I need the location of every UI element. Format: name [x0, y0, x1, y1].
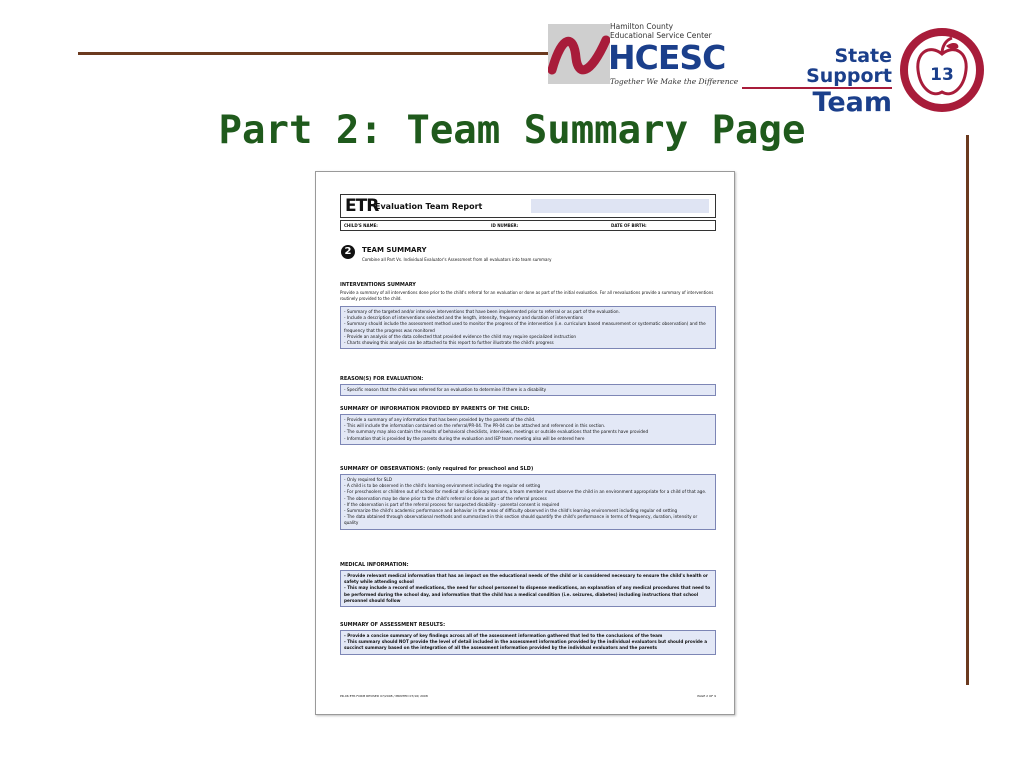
- interventions-section: [340, 282, 716, 349]
- sst-logo: [742, 46, 892, 117]
- section-box: - Provide a summary of any information that has been provided by the parents of the child. - This will include the information contained on the referral/PR-04. The PR-04 can be attached and referenced in this section. - The summary may also contain the results of behavioral checklists, interviews, meetings or outside evaluations that the parents have provided - Information that is provided by the parents during the evaluation and IEP team meeting also will be entered here: [340, 414, 716, 445]
- section-number-badge: 2: [341, 245, 355, 259]
- doc-footer-right: PAGE 2 OF 9: [697, 694, 716, 698]
- section-title: TEAM SUMMARY: [362, 246, 427, 254]
- section-heading: SUMMARY OF ASSESSMENT RESULTS:: [340, 622, 446, 628]
- etr-header-big: ETR: [345, 196, 379, 216]
- section-intro: Provide a summary of all interventions done prior to the child's referral for an evaluation or done as part of the initial evaluation. For all reevaluations provide a summary of interventions routinely provided to the child.: [340, 290, 714, 301]
- section-heading: REASON(S) FOR EVALUATION:: [340, 376, 424, 382]
- parents-section: [340, 406, 716, 445]
- hcesc-line2: Educational Service Center: [610, 31, 712, 40]
- reasons-section: [340, 376, 716, 396]
- section-box: - Provide relevant medical information that has an impact on the educational needs of the child or is considered necessary to ensure the child's health or safety while attending school - This may include a record of medications, the need for school personnel to dispense medications, an explanation of any medical procedures that need to be performed during the school day, and information that the child has a medical condition (i.e. seizures, diabetes) including instructions that school personnel should follow: [340, 570, 716, 607]
- etr-header: [340, 194, 716, 218]
- observations-section: [340, 466, 716, 530]
- sst-line1: State Support: [742, 46, 892, 89]
- hcesc-wordmark: HCESC: [608, 38, 726, 77]
- sst-number: 13: [930, 65, 954, 85]
- medical-section: [340, 562, 716, 607]
- top-rule: [78, 52, 548, 55]
- section-box: - Provide a concise summary of key findings across all of the assessment information gathered that led to the conclusions of the team - This summary should NOT provide the level of detail included in the assessment information provided by the individual evaluators but should provide a succinct summary based on the integration of all the assessment information provided by the individual evaluators and the parents: [340, 630, 716, 655]
- hcesc-swirl-icon: [548, 24, 610, 84]
- slide-title: Part 2: Team Summary Page: [218, 108, 806, 153]
- field-dob: DATE OF BIRTH:: [611, 223, 647, 228]
- etr-document-image: [315, 171, 735, 715]
- hcesc-tagline: Together We Make the Difference: [610, 77, 739, 86]
- hcesc-line1: Hamilton County: [610, 22, 674, 31]
- section-heading: SUMMARY OF INFORMATION PROVIDED BY PARENTS OF THE CHILD:: [340, 406, 530, 412]
- etr-header-sub: Evaluation Team Report: [375, 202, 483, 211]
- id-bar: [340, 220, 716, 231]
- section-box: - Specific reason that the child was referred for an evaluation to determine if there is a disability: [340, 384, 716, 396]
- section-heading: SUMMARY OF OBSERVATIONS: (only required for preschool and SLD): [340, 466, 534, 472]
- section-subtitle: Combine all Part Vs. Individual Evaluator's Assessment from all evaluators into team summary: [362, 257, 552, 262]
- sst-line2: Team: [812, 87, 892, 118]
- section-box: - Summary of the targeted and/or intensive interventions that have been implemented prior to referral or as part of the evaluation. - Include a description of interventions selected and the length, intensity, frequency and duration of interventions - Summary should include the assessment method used to monitor the progress of the intervention (i.e. curriculum based measurement or systematic observation) and the frequency that the progress was monitored - Provide an analysis of the data collected that provided evidence the child may require specialized instruction - Charts showing this analysis can be attached to this report to further illustrate the child's progress: [340, 306, 716, 349]
- doc-footer-left: PR-06 ETR FORM REVISED 07/2008 / PRINTED 07/16/ 2008: [340, 694, 428, 698]
- right-rule: [966, 135, 969, 685]
- apple-13-icon: [896, 26, 988, 112]
- field-child-name: CHILD'S NAME:: [344, 223, 378, 228]
- section-box: - Only required for SLD - A child is to be observed in the child's learning environment including the regular ed setting - For preschoolers or children out of school for medical or disciplinary reasons, a team member must observe the child in an environment appropriate for a child of that age. - The observation may be done prior to the child's referral or done as part of the referral process - If the observation is part of the referral process for suspected disability - parental consent is required - Summarize the child's academic performance and behavior in the areas of difficulty observed in the child's learning environment including regular ed setting - The data obtained through observational methods and summarized in this section should quantify the child's performance in terms of frequency, duration, intensity or quality: [340, 474, 716, 530]
- section-heading: MEDICAL INFORMATION:: [340, 562, 409, 568]
- field-id-number: ID NUMBER:: [491, 223, 519, 228]
- etr-name-field: [531, 199, 709, 213]
- section-heading: INTERVENTIONS SUMMARY: [340, 282, 416, 288]
- hcesc-logo: [548, 20, 738, 88]
- assessment-section: [340, 622, 716, 655]
